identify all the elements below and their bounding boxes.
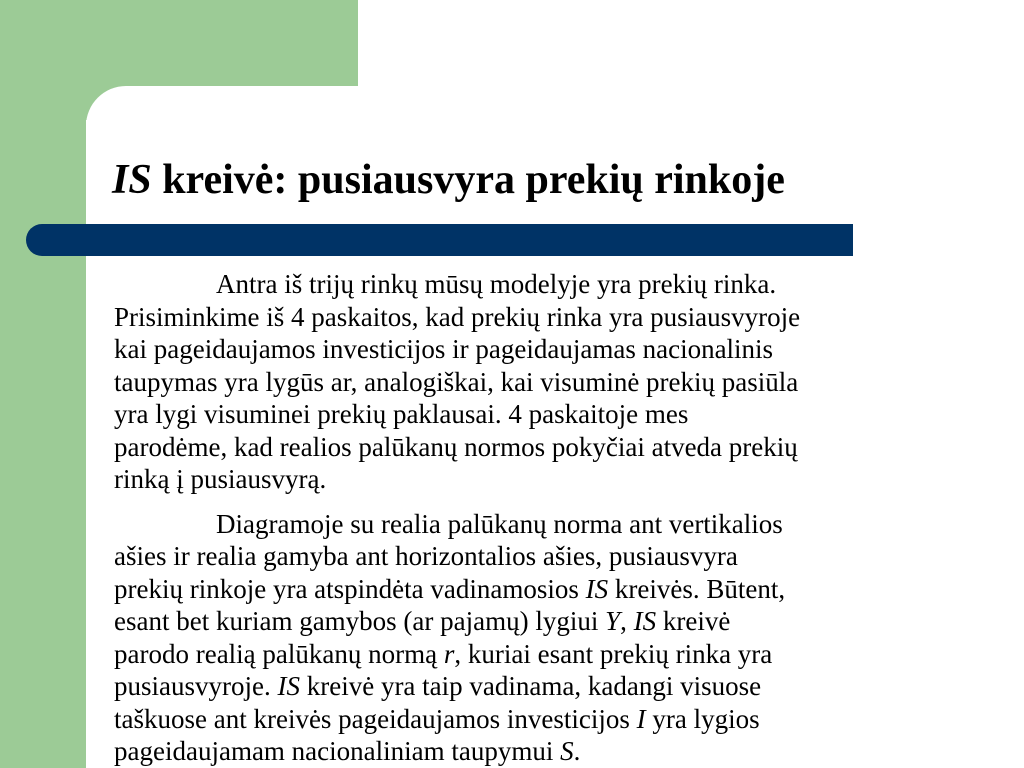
paragraph-2-line	[114, 605, 1004, 638]
paragraph-2-line	[114, 638, 1004, 671]
italic-i: I	[636, 703, 646, 734]
title-underline-bar	[26, 224, 853, 256]
italic-is: IS	[585, 573, 609, 604]
text-run: .	[573, 736, 581, 766]
text-run: ,	[620, 606, 634, 636]
paragraph-2-line	[114, 735, 1004, 768]
text-run: kreivė	[656, 606, 731, 636]
italic-r: r	[443, 638, 455, 669]
paragraph-1-line: Antra iš trijų rinkų mūsų modelyje yra prekių rinka.	[216, 269, 777, 299]
text-run: taškuose ant kreivės pageidaujamos investicijos	[114, 703, 637, 734]
title-rest: kreivė: pusiausvyra prekių rinkoje	[151, 157, 785, 203]
paragraph-2-line	[114, 670, 1004, 703]
italic-is: IS	[633, 606, 657, 636]
paragraph-2-line	[114, 703, 1004, 736]
title-italic-is: IS	[112, 157, 152, 203]
text-run: esant bet kuriam gamybos (ar pajamų) lygiui	[114, 606, 606, 636]
paragraph-1-line: parodėme, kad realios palūkanų normos pokyčiai atveda prekių	[114, 431, 798, 462]
text-run: pageidaujamam nacionaliniam taupymui	[114, 736, 561, 766]
text-run: , kuriai esant prekių rinka yra	[454, 638, 773, 669]
italic-y: Y	[605, 606, 621, 636]
paragraph-1-line: kai pageidaujamos investicijos ir pageidaujamas nacionalinis	[114, 334, 774, 364]
text-run: yra lygios	[645, 703, 760, 734]
text-run: pusiausvyroje.	[114, 671, 278, 701]
italic-is: IS	[277, 671, 300, 701]
text-run: parodo realią palūkanų normą	[114, 638, 444, 669]
slide-title	[112, 150, 785, 210]
paragraph-1-line: taupymas yra lygūs ar, analogiškai, kai visuminė prekių pasiūla	[114, 366, 799, 397]
paragraph-2-line: Diagramoje su realia palūkanų norma ant vertikalios	[216, 508, 783, 539]
paragraph-1-line: rinką į pusiausvyrą.	[114, 464, 327, 494]
paragraph-2-line	[114, 573, 1004, 606]
slide-body	[114, 268, 1004, 768]
paragraph-2-line: ašies ir realia gamyba ant horizontalios ašies, pusiausvyra	[114, 541, 738, 571]
text-run: kreivės. Būtent,	[608, 573, 786, 604]
text-run: kreivė yra taip vadinama, kadangi visuose	[299, 671, 762, 701]
paragraph-1	[114, 268, 1004, 496]
decorative-green-strip	[0, 0, 86, 768]
italic-s: S	[560, 736, 574, 766]
paragraph-1-line: yra lygi visuminei prekių paklausai. 4 paskaitoje mes	[114, 399, 689, 429]
text-run: prekių rinkoje yra atspindėta vadinamosios	[114, 573, 586, 604]
paragraph-1-line: Prisiminkime iš 4 paskaitos, kad prekių rinka yra pusiausvyroje	[114, 301, 801, 332]
paragraph-2	[114, 508, 1004, 768]
